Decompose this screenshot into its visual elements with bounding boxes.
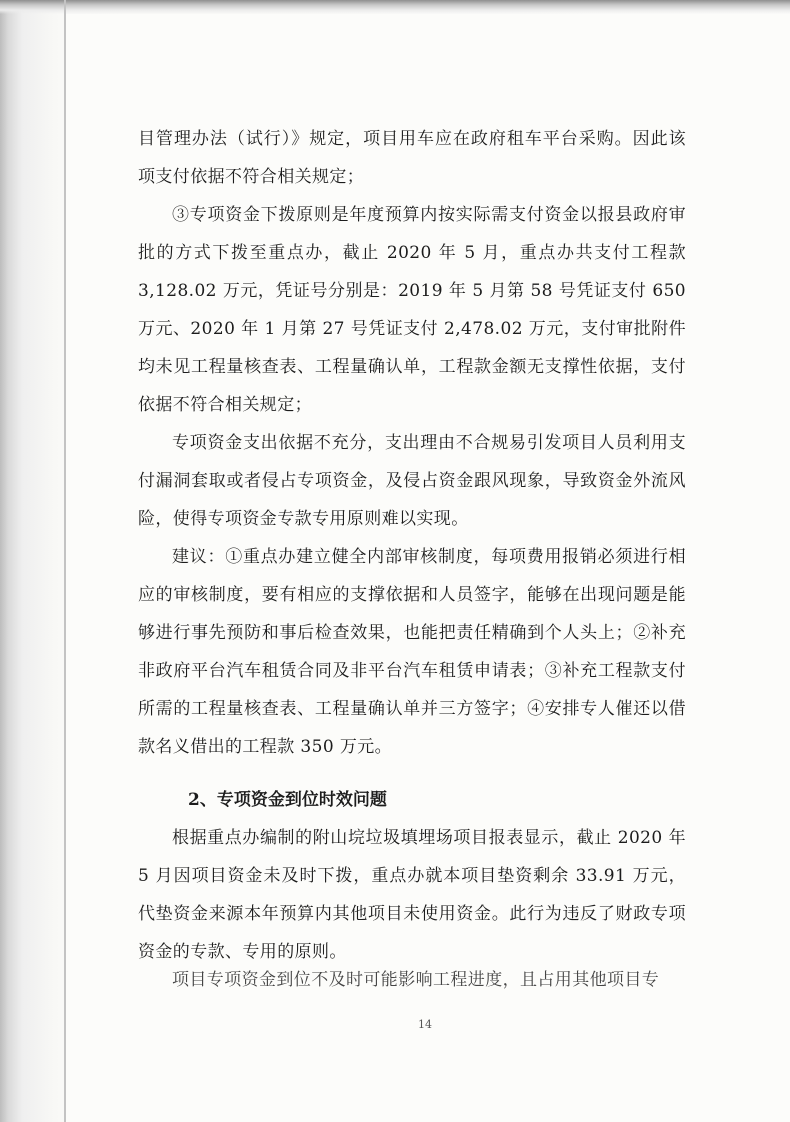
paragraph-cut-off: 项目专项资金到位不及时可能影响工程进度，且占用其他项目专 [172, 970, 660, 990]
paragraph-insufficient-basis: 专项资金支出依据不充分，支出理由不合规易引发项目人员利用支付漏洞套取或者侵占专项资金，及侵占资金跟风现象，导致资金外流风险，使得专项资金专款专用原则难以实现。 [138, 433, 686, 529]
paragraph-funding-timeliness: 根据重点办编制的附山垸垃圾填埋场项目报表显示，截止 2020 年 5 月因项目资金未及时下拨，重点办就本项目垫资剩余 33.91 万元，代垫资金来源本年预算内其他项目未使用资金。此行为违反了财政专项资金的专款、专用的原则。 [138, 828, 686, 962]
paragraph-recommendations: 建议：①重点办建立健全内部审核制度，每项费用报销必须进行相应的审核制度，要有相应的支撑依据和人员签字，能够在出现问题是能够进行事先预防和事后检查效果，也能把责任精确到个人头上；②补充非政府平台汽车租赁合同及非平台汽车租赁申请表；③补充工程款支付所需的工程量核查表、工程量确认单并三方签字；④安排专人催还以借款名义借出的工程款 350 万元。 [138, 547, 686, 757]
page-number: 14 [418, 1018, 432, 1031]
section-heading: 2、专项资金到位时效问题 [188, 790, 387, 810]
paragraph-continuation: 目管理办法（试行）》规定，项目用车应在政府租车平台采购。因此该项支付依据不符合相关规定； [138, 129, 686, 187]
scanner-top-edge [0, 0, 790, 14]
paragraph-funding-principle: ③专项资金下拨原则是年度预算内按实际需支付资金以报县政府审批的方式下拨至重点办，截止 2020 年 5 月，重点办共支付工程款 3,128.02 万元，凭证号分别是：2019 年 5 月第 58 号凭证支付 650 万元、2020 年 1 月第 27 号凭证支付 2,478.02 万元，支付审批附件均未见工程量核查表、工程量确认单，工程款金额无支撑性依据，支付依据不符合相关规定； [138, 205, 686, 415]
